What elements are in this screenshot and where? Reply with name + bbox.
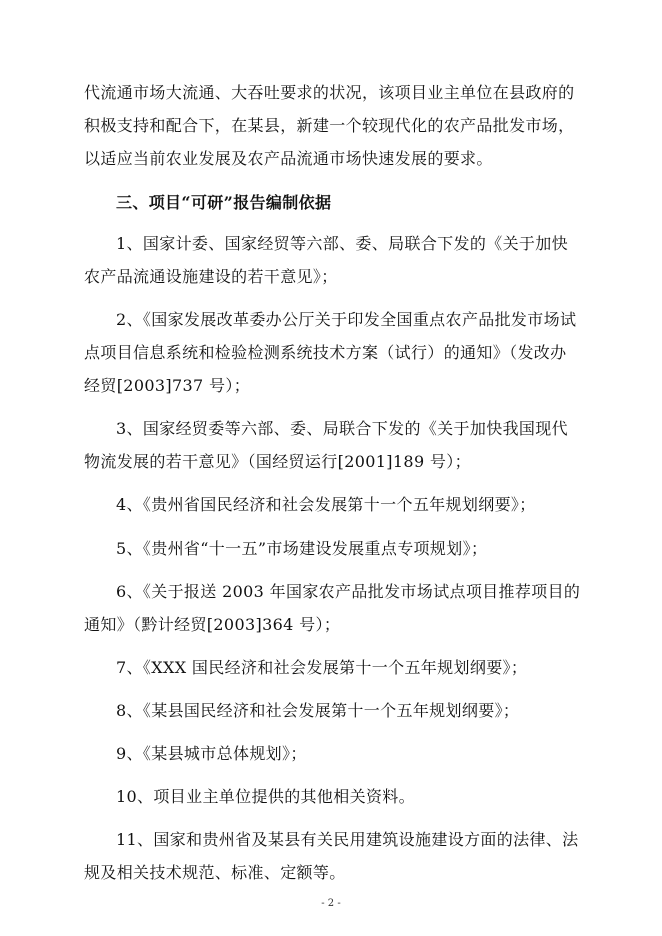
- text-line: 规及相关技术规范、标准、定额等。: [84, 863, 346, 882]
- text-line: 1、国家计委、国家经贸等六部、委、局联合下发的《关于加快: [116, 234, 568, 253]
- text-line: 代流通市场大流通、大吞吐要求的状况，该项目业主单位在县政府的: [84, 83, 575, 102]
- text-line: 经贸[2003]737 号）；: [84, 376, 251, 395]
- text-line: 以适应当前农业发展及农产品流通市场快速发展的要求。: [84, 149, 493, 168]
- text-line: 11、国家和贵州省及某县有关民用建筑设施建设方面的法律、法: [116, 830, 579, 849]
- text-line: 积极支持和配合下，在某县，新建一个较现代化的农产品批发市场，: [84, 116, 575, 135]
- text-line: 农产品流通设施建设的若干意见》；: [84, 267, 338, 286]
- page-number: - 2 -: [321, 898, 341, 909]
- text-line: 10、项目业主单位提供的其他相关资料。: [116, 787, 416, 806]
- text-line: 9、《某县城市总体规划》；: [116, 744, 307, 763]
- text-line: 5、《贵州省“十一五”市场建设发展重点专项规划》；: [116, 539, 488, 558]
- section-heading: 三、项目“可研”报告编制依据: [116, 193, 332, 212]
- text-line: 8、《某县国民经济和社会发展第十一个五年规划纲要》；: [116, 701, 520, 720]
- text-line: 点项目信息系统和检验检测系统技术方案（试行）的通知》（发改办: [84, 343, 567, 362]
- text-line: 6、《关于报送 2003 年国家农产品批发市场试点项目推荐项目的: [116, 582, 581, 601]
- text-line: 3、国家经贸委等六部、委、局联合下发的《关于加快我国现代: [116, 419, 568, 438]
- text-line: 2、《国家发展改革委办公厅关于印发全国重点农产品批发市场试: [116, 310, 577, 329]
- text-line: 7、《XXX 国民经济和社会发展第十一个五年规划纲要》；: [116, 658, 528, 677]
- text-line: 物流发展的若干意见》（国经贸运行[2001]189 号）；: [84, 452, 471, 471]
- text-line: 4、《贵州省国民经济和社会发展第十一个五年规划纲要》；: [116, 495, 536, 514]
- text-line: 通知》（黔计经贸[2003]364 号）；: [84, 615, 341, 634]
